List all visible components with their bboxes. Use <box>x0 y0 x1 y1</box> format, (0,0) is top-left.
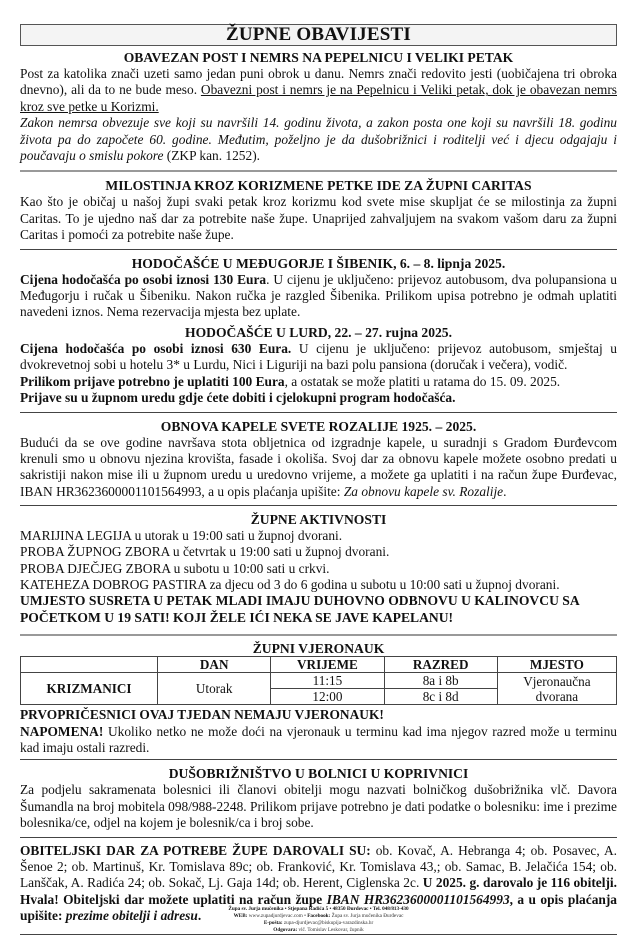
fasting-law <box>20 115 617 164</box>
time-cell: 11:15 <box>271 673 384 689</box>
section-hospital-ministry <box>20 765 617 831</box>
facebook-link[interactable]: Župa sv. Jurja mučenika Đurđevac <box>330 913 404 919</box>
table-header-row <box>21 657 617 673</box>
text-end: . <box>197 908 202 924</box>
payment-description: prezime obitelji i adresu <box>65 908 198 924</box>
footer-address: Župa sv. Jurja mučenika • Stjepana Radića 5 • 48350 Đurđevac • Tel. 048/813-430 <box>228 906 409 912</box>
youth-retreat-notice: UMJESTO SUSRETA U PETAK MLADI IMAJU DUHOVNO ODBNOVU U KALINOVCU SA POČETKOM U 19 SATI! KOJI ŽELE IĆI NEKA SE JAVE KAPELANU! <box>20 593 579 625</box>
chapel-text <box>20 435 617 501</box>
catechism-note <box>20 724 617 757</box>
chapel-text-end: . <box>503 483 507 499</box>
lourdes-price: Cijena hodočašća po osobi iznosi 630 Eura. <box>20 340 292 356</box>
facebook-label: Facebook: <box>307 913 331 919</box>
lourdes-deposit-bold: Prilikom prijave potrebno je uplatiti 100 Eura <box>20 373 285 389</box>
column-header: DAN <box>158 657 271 673</box>
section-heading: ŽUPNI VJERONAUK <box>252 641 385 657</box>
footer-responsible <box>0 927 637 934</box>
web-label: WEB: <box>233 913 248 919</box>
first-communion-notice: PRVOPRIČESNICI OVAJ TJEDAN NEMAJU VJERONAUK! <box>20 707 384 723</box>
responsible-name: vlč. Tomislav Leskovar, župnik <box>297 927 364 933</box>
footer-email <box>0 920 637 927</box>
donor-list: ob. Kovač, A. Hebranga 4; ob. Posavec, A. Šenoe 2; ob. Martinuš, Kr. Tomislava 89c; ob. Franković, Kr. Tomislava 43,; ob. Samac, B. Jelačića 154; ob. Lanščak, A. Radića 24; ob. Sokač, Lj. Gaja 14d; ob. Herent, Ciglenska 2c. <box>20 842 617 891</box>
bulletin-content <box>20 0 617 940</box>
payment-info: , a u opis plaćanja upišite: <box>20 891 617 924</box>
lourdes-deposit-text: , a ostatak se može platiti u ratama do 15. 09. 2025. <box>284 373 561 389</box>
day-cell: Utorak <box>158 673 271 705</box>
section-heading: HODOČAŠĆE U MEĐUGORJE I ŠIBENIK, 6. – 8. lipnja 2025. <box>131 255 506 271</box>
footer <box>0 906 637 934</box>
place-cell <box>497 673 616 705</box>
time-cell: 12:00 <box>271 689 384 705</box>
divider <box>20 249 617 250</box>
fasting-text-main: Post za katolika znači uzeti samo jedan puni obrok u danu. Nemrs znači redovito jesti (uobičajena tri obroka dnevno), ali da to ne bude meso. <box>20 66 617 98</box>
responsible-label: Odgovara: <box>273 927 298 933</box>
donation-count: U 2025. g. darovalo je 116 obitelji. Hvala! <box>20 875 617 907</box>
list-item: PROBA DJEČJEG ZBORA u subotu u 10:00 sati u crkvi. <box>20 560 330 576</box>
section-heading: OBAVEZAN POST I NEMRS NA PEPELNICU I VELIKI PETAK <box>123 50 514 65</box>
email-label: E-pošta: <box>263 920 283 926</box>
section-heading: DUŠOBRIŽNIŠTVO U BOLNICI U KOPRIVNICI <box>168 766 469 782</box>
section-heading: MILOSTINJA KROZ KORIZMENE PETKE IDE ZA ŽUPNI CARITAS <box>105 178 532 194</box>
list-item: KATEHEZA DOBROG PASTIRA za djecu od 3 do 6 godina u subotu u 10:00 sati u župnoj dvorani. <box>20 577 560 593</box>
lourdes-signup: Prijave su u župnom uredu gdje ćete dobiti i cjelokupni program hodočašća. <box>20 390 456 406</box>
section-chapel-renovation <box>20 418 617 501</box>
section-heading: ŽUPNE AKTIVNOSTI <box>250 512 387 528</box>
class-cell: 8c i 8d <box>384 689 497 705</box>
chapel-payment-desc: Za obnovu kapele sv. Rozalije <box>343 483 504 499</box>
activities-list <box>20 528 617 593</box>
section-catechism <box>20 641 617 756</box>
group-cell: KRIZMANICI <box>21 673 158 705</box>
section-fasting <box>20 49 617 164</box>
caritas-text: Kao što je običaj u našoj župi svaki petak kroz korizmu kod svete mise skupljat će se milostinja za župni Caritas. To je ujedno naš dar za potrebite naše župe. Unaprijed zahvaljujem na svakom vašom daru za župni Caritas i pomoći za potrebite naše župe. <box>20 194 617 243</box>
fasting-law-ref: (ZKP kan. 1252). <box>163 148 261 164</box>
page-title: ŽUPNE OBAVIJESTI <box>20 24 617 46</box>
email-link[interactable]: zupa-djurdjevac@biskupija-varazdinska.hr <box>282 920 374 926</box>
section-caritas <box>20 177 617 243</box>
place-line: Vjeronaučna <box>523 673 591 689</box>
section-heading: HODOČAŠĆE U LURD, 22. – 27. rujna 2025. <box>185 324 452 340</box>
table-row <box>21 673 617 689</box>
divider <box>20 412 617 413</box>
divider <box>20 170 617 172</box>
payment-info: Obiteljski dar možete uplatiti na račun župe <box>58 891 327 907</box>
section-heading: OBNOVA KAPELE SVETE ROZALIJE 1925. – 2025. <box>160 418 477 434</box>
medjugorje-details: . U cijenu je uključeno: prijevoz autobusom, dva polupansiona u Međugorju i ručak u Šibeniku. Nakon ručka je razgled Šibenika. Prilikom upisa potrebno je odmah uplatiti navedeni iznos. Nema rezervacija mjesta bez uplate. <box>20 271 617 320</box>
fasting-law-italic: Zakon nemrsa obvezuje sve koji su navršili 14. godinu života, a zakon posta one koji su navršili 18. godinu života pa do započete 60. godine. Međutim, poželjno je da dušobrižnici i roditelji već i djecu odgajaju i poučavaju o smislu pokore <box>20 115 617 164</box>
fasting-text-underlined: Obavezni post i nemrs je na Pepelnicu i Veliki petak, dok je obavezan nemrs kroz sve petke u Korizmi. <box>20 82 617 114</box>
section-pilgrimage-lourdes <box>20 324 617 407</box>
iban: IBAN HR3623600001101564993 <box>326 891 510 907</box>
column-header <box>21 657 158 673</box>
lourdes-deposit <box>20 374 617 390</box>
divider <box>20 634 617 636</box>
lourdes-details: U cijenu je uključeno: prijevoz autobusom, smještaj u dvokrevetnoj sobi u hotelu 3* u Lurdu, Nici i Liguriji na bazi polu pansiona (doručak i večera), vodič. <box>20 340 617 373</box>
note-label: NAPOMENA! <box>20 723 104 739</box>
donations-label: OBITELJSKI DAR ZA POTREBE ŽUPE DAROVALI SU: <box>20 842 371 858</box>
column-header: MJESTO <box>497 657 616 673</box>
divider <box>20 759 617 760</box>
section-activities <box>20 511 617 626</box>
column-header: VRIJEME <box>271 657 384 673</box>
note-text: Ukoliko netko ne može doći na vjeronauk u terminu kad ima njegov razred može u terminu kad imaju ostali razredi. <box>20 723 617 755</box>
fasting-text <box>20 66 617 115</box>
catechism-table <box>20 656 617 705</box>
hospital-text: Za podjelu sakramenata bolesnici ili članovi obitelji mogu nazvati bolničkog dušobrižnika vlč. Davora Šumandla na broj mobitela 098/988-2248. Prilikom prijave potrebno je dati podatke o bolesniku: ime i prezime bolesnika/ce, odjel na kojem je bolesnik/ca i broj sobe. <box>20 782 617 831</box>
class-cell: 8a i 8b <box>384 673 497 689</box>
place-line: dvorana <box>535 688 579 704</box>
medjugorje-price: Cijena hodočašća po osobi iznosi 130 Eura <box>20 271 267 287</box>
section-pilgrimage-medjugorje <box>20 255 617 321</box>
divider <box>20 505 617 506</box>
web-link[interactable]: www.zupadjurdjevac.com • <box>247 913 308 919</box>
lourdes-text <box>20 341 617 374</box>
list-item: PROBA ŽUPNOG ZBORA u četvrtak u 19:00 sati u župnoj dvorani. <box>20 544 390 560</box>
list-item: MARIJINA LEGIJA u utorak u 19:00 sati u župnoj dvorani. <box>20 528 343 544</box>
divider <box>20 837 617 838</box>
column-header: RAZRED <box>384 657 497 673</box>
footer-web <box>0 913 637 920</box>
chapel-text-main: Budući da se ove godine navršava stota obljetnica od izgradnje kapele, u suradnji s Gradom Đurđevcom krenuli smo u obnovu njezina krovišta, fasade i okoliša. Svoj dar za obnovu kapele možete osobno predati u sakristiji nakon mise ili u župnom uredu u uredovno vrijeme, a možete ga uplatiti i na račun župe Đurđevac, IBAN HR3623600001101564993, a u opis plaćanja upišite: <box>20 434 617 499</box>
medjugorje-text <box>20 272 617 321</box>
